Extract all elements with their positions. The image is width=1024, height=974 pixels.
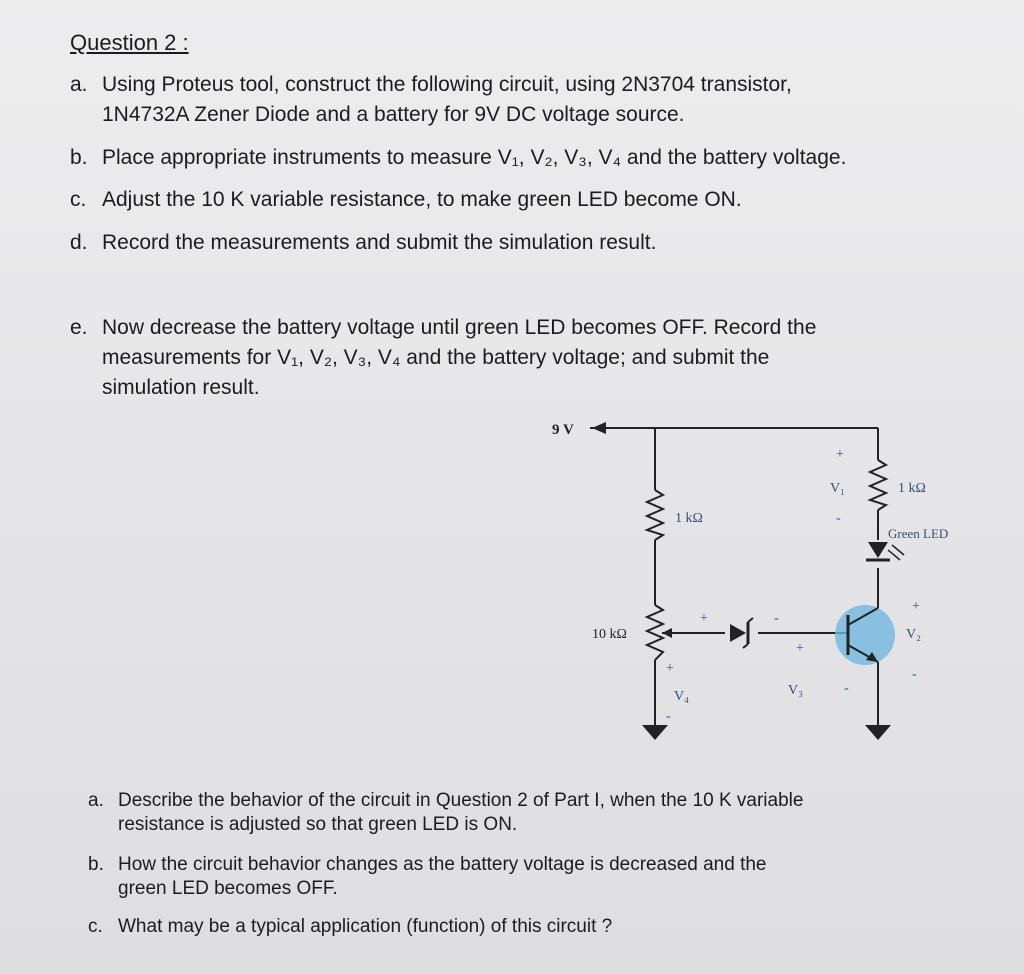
supply-label: 9 V bbox=[552, 422, 574, 438]
supply-arrow-icon bbox=[592, 422, 606, 434]
task-text-line: Place appropriate instruments to measure V₁, V₂, V₃, V₄ and the battery voltage. bbox=[102, 146, 847, 169]
pot-label: 10 kΩ bbox=[592, 627, 627, 642]
v3-minus-sign: - bbox=[844, 681, 849, 696]
task-label: a. bbox=[70, 73, 88, 96]
v1-plus-sign: + bbox=[836, 447, 844, 462]
v1-label: V₁ bbox=[830, 481, 845, 496]
task-label: d. bbox=[70, 231, 88, 254]
task-label: c. bbox=[70, 188, 87, 211]
npn-transistor-icon bbox=[835, 605, 895, 665]
ground-right-icon bbox=[865, 725, 891, 740]
potentiometer-10k-icon bbox=[647, 605, 663, 660]
r-right-label: 1 kΩ bbox=[898, 481, 926, 496]
task-text-line: measurements for V₁, V₂, V₃, V₄ and the battery voltage; and submit the bbox=[102, 346, 770, 369]
task-item-b bbox=[70, 143, 1020, 173]
task-item-c bbox=[70, 185, 970, 215]
v4-label: V₄ bbox=[674, 689, 689, 704]
resistor-1k-right-icon bbox=[870, 460, 886, 510]
task-text-line: Using Proteus tool, construct the following circuit, using 2N3704 transistor, bbox=[102, 73, 792, 96]
task-item-d bbox=[70, 228, 970, 258]
question-label: c. bbox=[88, 916, 103, 937]
question-label: b. bbox=[88, 854, 104, 875]
question-item-b bbox=[88, 853, 1008, 901]
v4-minus-sign: - bbox=[666, 709, 671, 724]
question-heading: Question 2 : bbox=[70, 30, 189, 55]
resistor-1k-left-icon bbox=[647, 490, 663, 540]
question-label: a. bbox=[88, 790, 104, 811]
led-label: Green LED bbox=[888, 526, 949, 541]
question-text-line: Describe the behavior of the circuit in Question 2 of Part I, when the 10 K variable bbox=[118, 790, 804, 811]
task-label: e. bbox=[70, 316, 88, 339]
question-text-line: How the circuit behavior changes as the battery voltage is decreased and the bbox=[118, 854, 767, 875]
circuit-wires bbox=[590, 428, 878, 725]
question-item-c bbox=[88, 915, 1008, 941]
task-text-line: Adjust the 10 K variable resistance, to make green LED become ON. bbox=[102, 188, 742, 211]
v3-plus-sign: + bbox=[796, 641, 804, 656]
wiper-arrow-icon bbox=[662, 628, 672, 638]
question-text-line: What may be a typical application (function) of this circuit ? bbox=[118, 916, 613, 937]
green-led-icon bbox=[866, 542, 904, 560]
ground-left-icon bbox=[642, 725, 668, 740]
task-text-line: 1N4732A Zener Diode and a battery for 9V DC voltage source. bbox=[102, 103, 685, 126]
question-text-line: resistance is adjusted so that green LED is ON. bbox=[118, 814, 518, 835]
zener-diode-icon bbox=[730, 618, 753, 648]
task-text-line: simulation result. bbox=[102, 376, 260, 399]
r-left-label: 1 kΩ bbox=[675, 511, 703, 526]
task-text-line: Now decrease the battery voltage until green LED becomes OFF. Record the bbox=[102, 316, 817, 339]
question-text-line: green LED becomes OFF. bbox=[118, 878, 338, 899]
task-text-line: Record the measurements and submit the simulation result. bbox=[102, 231, 657, 254]
task-label: b. bbox=[70, 146, 88, 169]
v3-top-minus-sign: - bbox=[774, 611, 779, 626]
v2-minus-sign: - bbox=[912, 667, 917, 682]
question-item-a bbox=[88, 789, 1008, 837]
v4-plus-sign: + bbox=[666, 661, 674, 676]
task-item-e bbox=[70, 313, 1010, 403]
circuit-diagram bbox=[530, 410, 1010, 750]
v4-top-plus-sign: + bbox=[700, 611, 708, 626]
v3-label: V₃ bbox=[788, 683, 803, 698]
v2-plus-sign: + bbox=[912, 599, 920, 614]
v1-minus-sign: - bbox=[836, 511, 841, 526]
v2-label: V₂ bbox=[906, 627, 921, 642]
task-item-a bbox=[70, 70, 1010, 130]
